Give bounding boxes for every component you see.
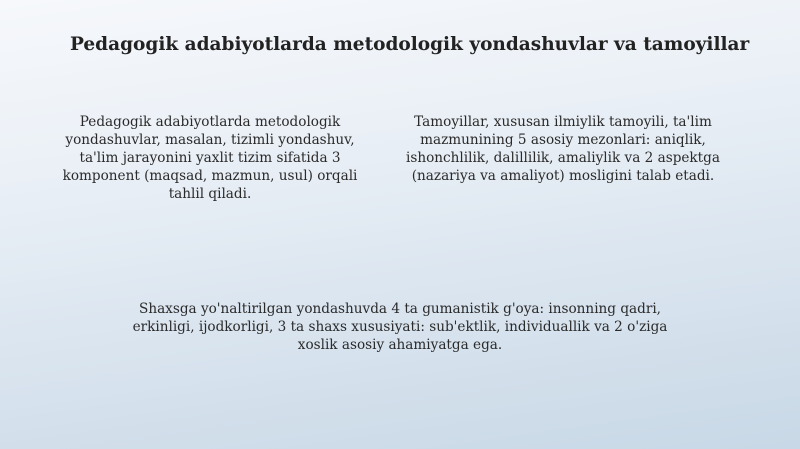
- paragraph-person-oriented-approach: Shaxsga yo'naltirilgan yondashuvda 4 ta gumanistik g'oya: insonning qadri, erkinligi, ijodkorligi, 3 ta shaxs xususiyati: sub'ektlik, individuallik va 2 o'ziga xoslik asosiy ahamiyatga ega.: [132, 301, 668, 353]
- slide-title: Pedagogik adabiyotlarda metodologik yondashuvlar va tamoyillar: [70, 34, 750, 55]
- paragraph-methodological-approaches: Pedagogik adabiyotlarda metodologik yondashuvlar, masalan, tizimli yondashuv, ta'lim jarayonini yaxlit tizim sifatida 3 komponent (maqsad, mazmun, usul) orqali tahlil qiladi.: [62, 114, 358, 202]
- paragraph-principles: Tamoyillar, xususan ilmiylik tamoyili, ta'lim mazmunining 5 asosiy mezonlari: aniqlik, ishonchlilik, dalillilik, amaliylik va 2 aspektga (nazariya va amaliyot) mosligini talab etadi.: [406, 114, 720, 184]
